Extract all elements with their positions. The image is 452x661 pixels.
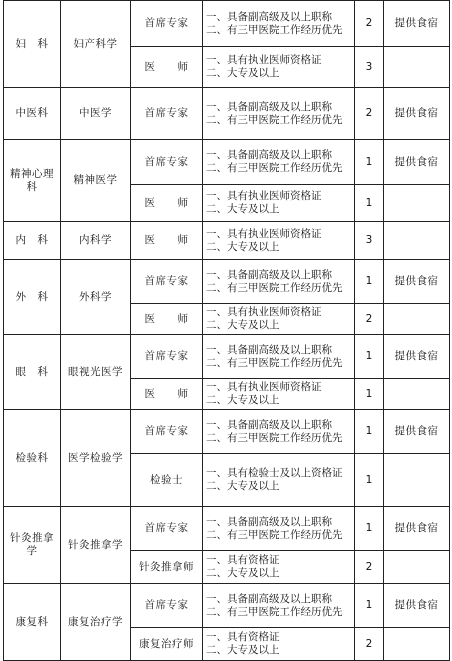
note-cell: 提供食宿 (384, 88, 450, 140)
requirement-line: 二、大专及以上 (206, 203, 280, 215)
headcount-cell: 3 (355, 47, 384, 88)
note-cell: 提供食宿 (384, 260, 450, 304)
table-row (4, 1, 450, 47)
table-row (4, 140, 450, 185)
position-cell: 医 师 (131, 47, 203, 88)
department-cell: 中医科 (4, 88, 61, 140)
headcount-cell: 3 (355, 222, 384, 260)
requirements-cell (203, 379, 355, 410)
note-cell (384, 379, 450, 410)
requirements-cell (203, 185, 355, 222)
requirement-line: 二、有三甲医院工作经历优先 (206, 23, 343, 36)
note-cell: 提供食宿 (384, 140, 450, 185)
requirement-line: 一、具备副高级及以上职称 (206, 268, 332, 281)
requirements-cell (203, 140, 355, 185)
requirements-cell (203, 222, 355, 260)
headcount-cell: 1 (355, 507, 384, 551)
headcount-cell: 1 (355, 379, 384, 410)
headcount-cell: 2 (355, 551, 384, 584)
table-row (4, 260, 450, 304)
position-cell: 首席专家 (131, 410, 203, 454)
position-cell: 首席专家 (131, 88, 203, 140)
position-cell: 医 师 (131, 185, 203, 222)
requirement-line: 一、具备副高级及以上职称 (206, 343, 332, 356)
note-cell (384, 454, 450, 507)
note-cell: 提供食宿 (384, 1, 450, 47)
requirement-line: 二、大专及以上 (206, 567, 280, 579)
table-row (4, 222, 450, 260)
requirement-line: 一、具有检验士及以上资格证 (206, 467, 343, 479)
table-row (4, 335, 450, 379)
headcount-cell: 1 (355, 584, 384, 628)
major-cell: 眼视光医学 (61, 335, 131, 410)
requirement-line: 一、具有执业医师资格证 (206, 190, 322, 202)
position-cell: 首席专家 (131, 140, 203, 185)
requirements-cell (203, 507, 355, 551)
position-cell: 首席专家 (131, 260, 203, 304)
table-row (4, 507, 450, 551)
requirement-line: 二、有三甲医院工作经历优先 (206, 162, 343, 174)
department-cell: 精神心理科 (4, 140, 61, 222)
recruitment-table (3, 0, 450, 661)
department-cell: 眼 科 (4, 335, 61, 410)
headcount-cell: 1 (355, 454, 384, 507)
department-cell: 外 科 (4, 260, 61, 335)
note-cell: 提供食宿 (384, 335, 450, 379)
department-cell: 妇 科 (4, 1, 61, 88)
requirement-line: 一、具有执业医师资格证 (206, 381, 322, 393)
requirement-line: 一、具有资格证 (206, 554, 280, 566)
note-cell: 提供食宿 (384, 410, 450, 454)
requirement-line: 二、大专及以上 (206, 319, 280, 331)
table-row (4, 584, 450, 628)
requirement-line: 一、具备副高级及以上职称 (206, 10, 332, 23)
requirement-line: 一、具备副高级及以上职称 (206, 149, 332, 161)
requirements-cell (203, 260, 355, 304)
note-cell (384, 185, 450, 222)
headcount-cell: 2 (355, 628, 384, 661)
requirement-line: 二、有三甲医院工作经历优先 (206, 605, 343, 618)
major-cell: 医学检验学 (61, 410, 131, 507)
headcount-cell: 2 (355, 304, 384, 335)
department-cell: 针灸推拿学 (4, 507, 61, 584)
requirement-line: 二、大专及以上 (206, 644, 280, 656)
headcount-cell: 1 (355, 185, 384, 222)
note-cell: 提供食宿 (384, 584, 450, 628)
requirement-line: 一、具有执业医师资格证 (206, 54, 322, 66)
requirement-line: 二、有三甲医院工作经历优先 (206, 431, 343, 444)
requirement-line: 一、具备副高级及以上职称 (206, 100, 332, 113)
major-cell: 外科学 (61, 260, 131, 335)
requirement-line: 一、具备副高级及以上职称 (206, 418, 332, 431)
note-cell (384, 304, 450, 335)
position-cell: 首席专家 (131, 1, 203, 47)
requirements-cell (203, 47, 355, 88)
headcount-cell: 2 (355, 88, 384, 140)
headcount-cell: 1 (355, 410, 384, 454)
position-cell: 首席专家 (131, 584, 203, 628)
note-cell (384, 47, 450, 88)
headcount-cell: 1 (355, 335, 384, 379)
headcount-cell: 2 (355, 1, 384, 47)
headcount-cell: 1 (355, 140, 384, 185)
position-cell: 检验士 (131, 454, 203, 507)
requirements-cell (203, 410, 355, 454)
department-cell: 内 科 (4, 222, 61, 260)
requirement-line: 二、有三甲医院工作经历优先 (206, 113, 343, 126)
position-cell: 医 师 (131, 222, 203, 260)
requirements-cell (203, 88, 355, 140)
major-cell: 针灸推拿学 (61, 507, 131, 584)
position-cell: 针灸推拿师 (131, 551, 203, 584)
requirements-cell (203, 335, 355, 379)
note-cell (384, 551, 450, 584)
position-cell: 首席专家 (131, 507, 203, 551)
note-cell (384, 222, 450, 260)
major-cell: 内科学 (61, 222, 131, 260)
requirements-cell (203, 551, 355, 584)
position-cell: 首席专家 (131, 335, 203, 379)
requirement-line: 二、大专及以上 (206, 240, 280, 253)
position-cell: 医 师 (131, 379, 203, 410)
requirement-line: 二、有三甲医院工作经历优先 (206, 281, 343, 294)
position-cell: 医 师 (131, 304, 203, 335)
requirement-line: 一、具有执业医师资格证 (206, 227, 322, 240)
requirement-line: 二、大专及以上 (206, 480, 280, 492)
requirements-cell (203, 1, 355, 47)
table-row (4, 88, 450, 140)
requirements-cell (203, 304, 355, 335)
note-cell: 提供食宿 (384, 507, 450, 551)
department-cell: 康复科 (4, 584, 61, 661)
requirements-cell (203, 584, 355, 628)
major-cell: 妇产科学 (61, 1, 131, 88)
table-row (4, 410, 450, 454)
requirement-line: 二、有三甲医院工作经历优先 (206, 356, 343, 369)
requirement-line: 一、具有资格证 (206, 631, 280, 643)
requirement-line: 一、具备副高级及以上职称 (206, 592, 332, 605)
major-cell: 精神医学 (61, 140, 131, 222)
requirement-line: 二、大专及以上 (206, 67, 280, 79)
major-cell: 康复治疗学 (61, 584, 131, 661)
major-cell: 中医学 (61, 88, 131, 140)
requirement-line: 一、具备副高级及以上职称 (206, 515, 332, 528)
requirements-cell (203, 454, 355, 507)
position-cell: 康复治疗师 (131, 628, 203, 661)
headcount-cell: 1 (355, 260, 384, 304)
requirement-line: 二、大专及以上 (206, 394, 280, 406)
requirement-line: 二、有三甲医院工作经历优先 (206, 528, 343, 541)
department-cell: 检验科 (4, 410, 61, 507)
requirement-line: 一、具有执业医师资格证 (206, 306, 322, 318)
